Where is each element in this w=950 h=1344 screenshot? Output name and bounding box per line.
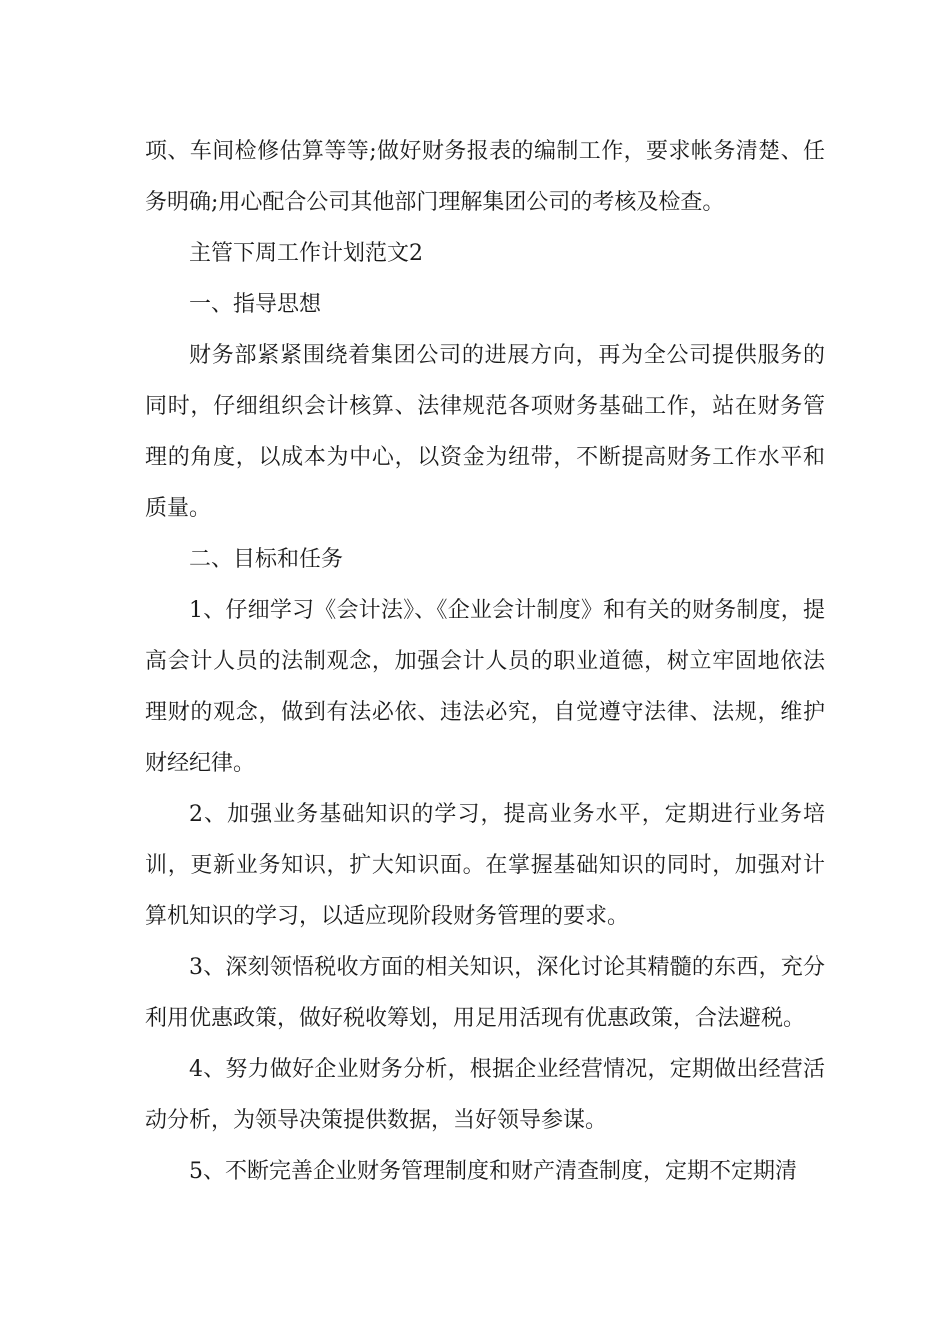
list-item-3: 3、深刻领悟税收方面的相关知识，深化讨论其精髓的东西，充分利用优惠政策，做好税收筹划，用足用活现有优惠政策，合法避税。 — [145, 955, 825, 1031]
paragraph-continuation: 项、车间检修估算等等;做好财务报表的编制工作，要求帐务清楚、任务明确;用心配合公司其他部门理解集团公司的考核及检查。 — [145, 139, 825, 215]
list-item-2: 2、加强业务基础知识的学习，提高业务水平，定期进行业务培训，更新业务知识，扩大知识面。在掌握基础知识的同时，加强对计算机知识的学习，以适应现阶段财务管理的要求。 — [145, 802, 825, 929]
heading-goals-tasks: 二、目标和任务 — [189, 547, 344, 572]
paragraph-guiding-ideology: 财务部紧紧围绕着集团公司的进展方向，再为全公司提供服务的同时，仔细组织会计核算、法律规范各项财务基础工作，站在财务管理的角度，以成本为中心，以资金为纽带，不断提高财务工作水平和质量。 — [145, 343, 825, 521]
list-item-5: 5、不断完善企业财务管理制度和财产清查制度，定期不定期清 — [189, 1159, 797, 1184]
section-title: 主管下周工作计划范文2 — [189, 241, 423, 266]
list-item-4: 4、努力做好企业财务分析，根据企业经营情况，定期做出经营活动分析，为领导决策提供数据，当好领导参谋。 — [145, 1057, 825, 1133]
list-item-1: 1、仔细学习《会计法》、《企业会计制度》和有关的财务制度，提高会计人员的法制观念，加强会计人员的职业道德，树立牢固地依法理财的观念，做到有法必依、违法必究，自觉遵守法律、法规，维护财经纪律。 — [145, 598, 825, 776]
document-body — [145, 126, 825, 1197]
heading-guiding-ideology: 一、指导思想 — [189, 292, 322, 317]
